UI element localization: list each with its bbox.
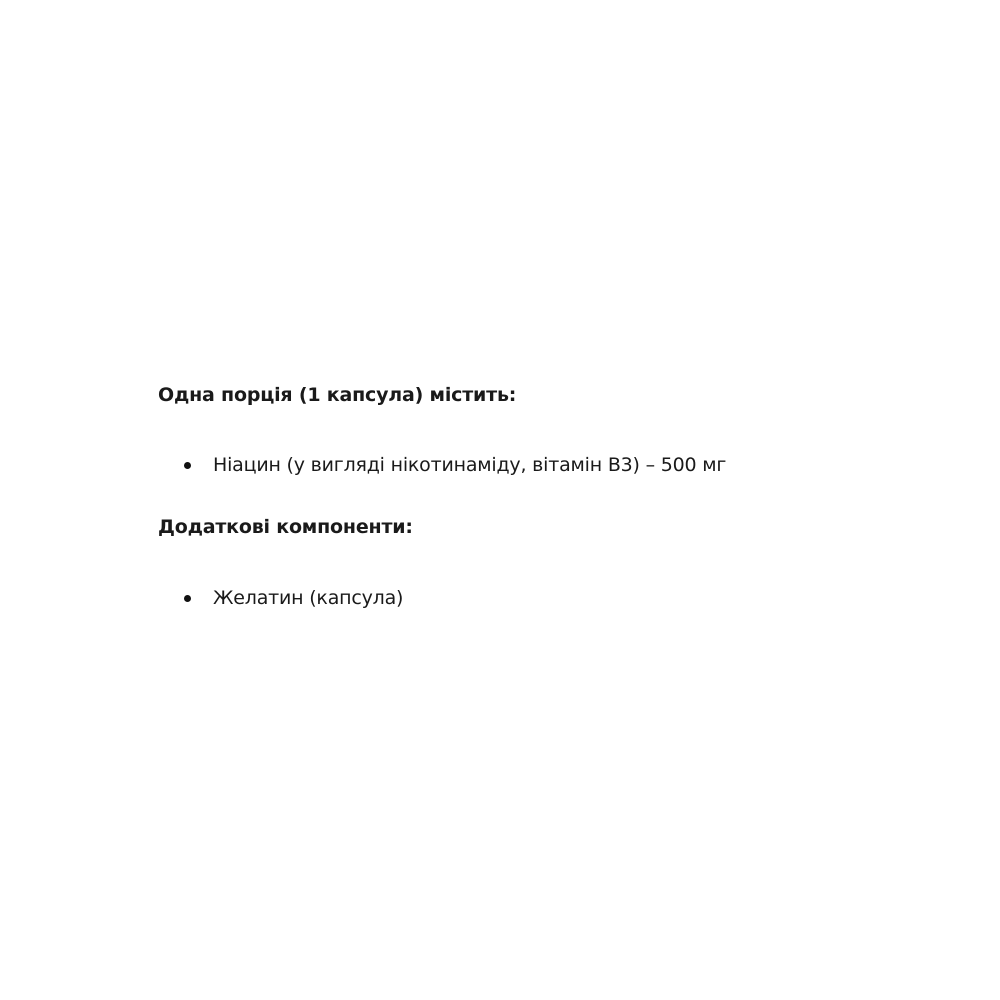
list-item [158,450,726,480]
bullet-icon [184,595,191,602]
serving-ingredients-list [158,450,726,480]
bullet-icon [184,462,191,469]
ingredient-text: Желатин (капсула) [213,587,404,609]
additional-components-list [158,583,403,613]
ingredient-text: Ніацин (у вигляді нікотинаміду, вітамін B3) – 500 мг [213,454,727,476]
additional-components-heading: Додаткові компоненти: [158,516,413,538]
serving-heading: Одна порція (1 капсула) містить: [158,384,517,406]
list-item [158,583,403,613]
